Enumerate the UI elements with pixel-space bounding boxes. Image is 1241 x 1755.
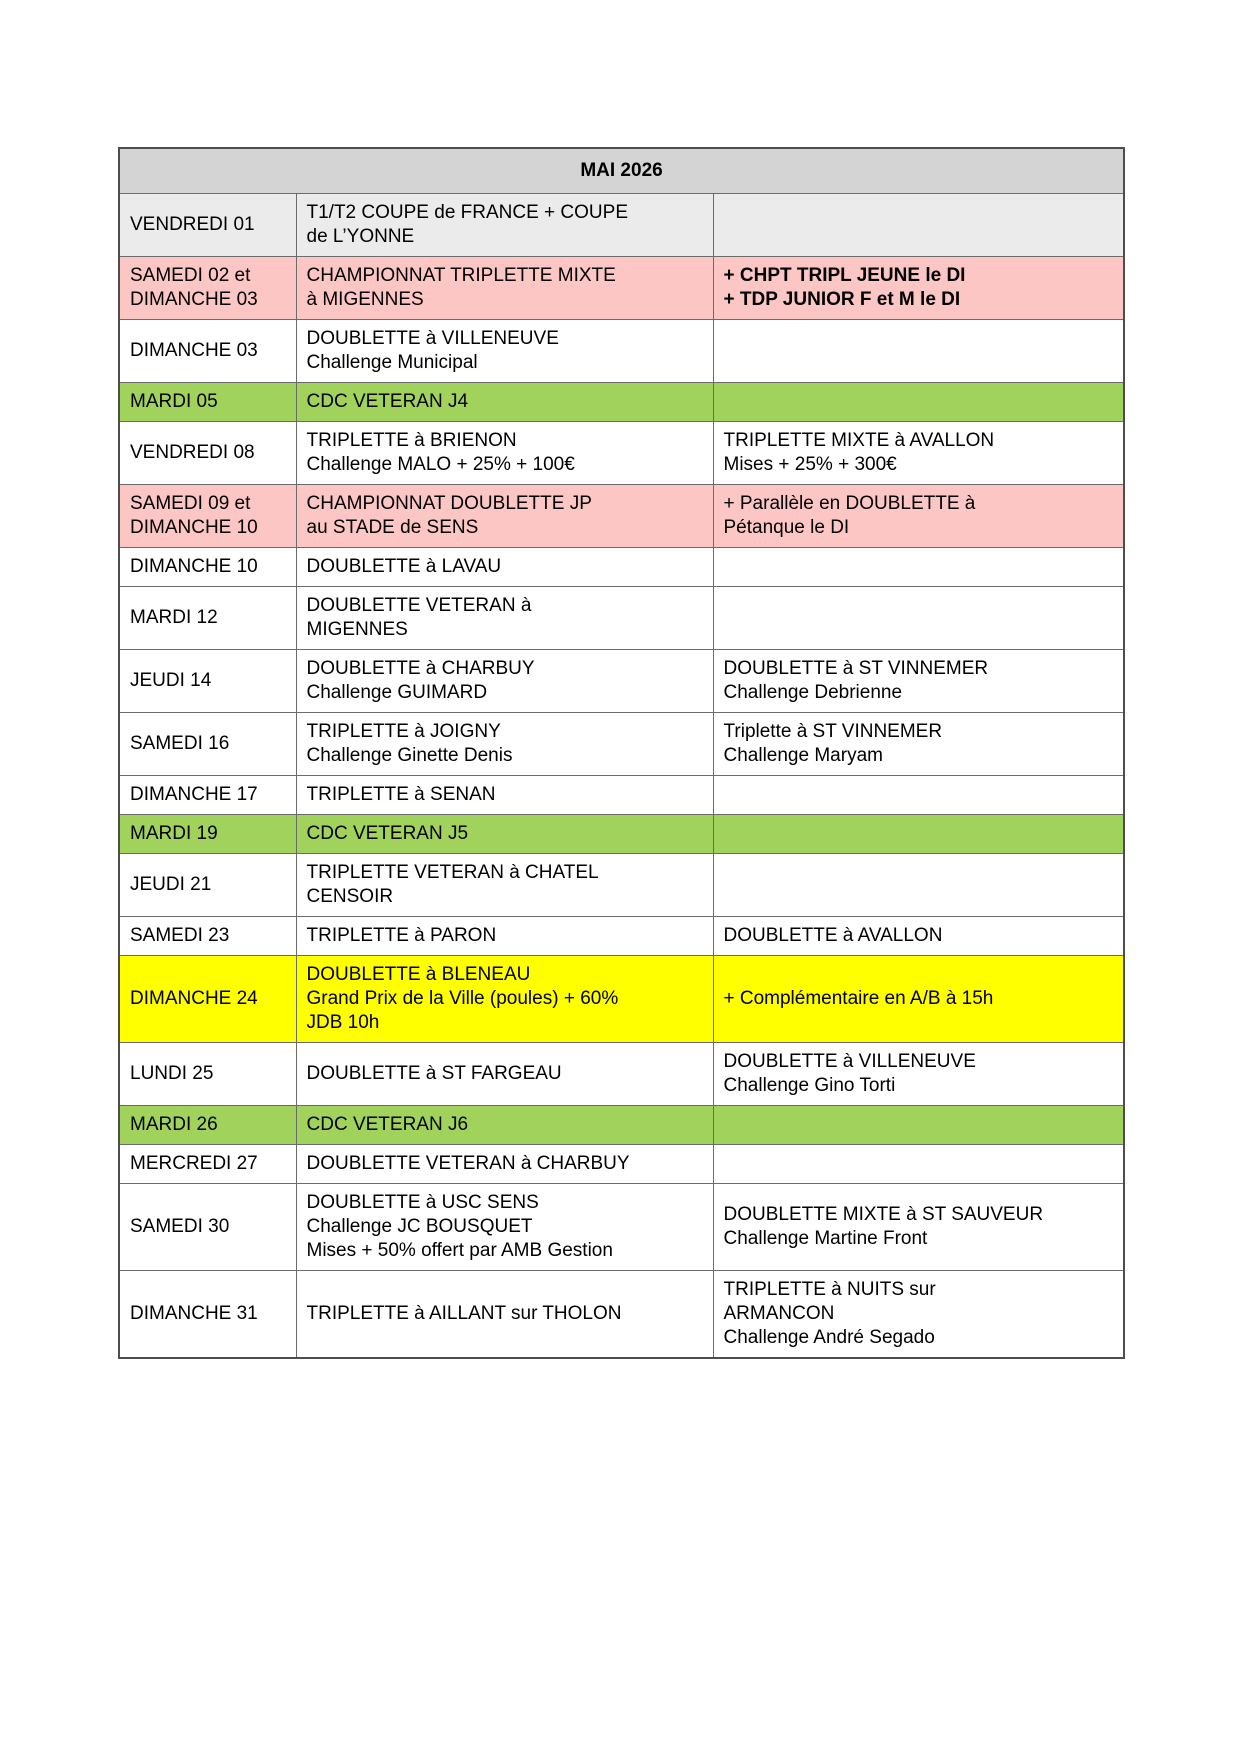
date-cell [119, 713, 296, 776]
text-line: + CHPT TRIPL JEUNE le DI [723, 265, 966, 286]
text-line: T1/T2 COUPE de FRANCE + COUPE [306, 202, 628, 223]
text-line: Challenge JC BOUSQUET [306, 1216, 533, 1237]
text-line: MERCREDI 27 [130, 1153, 258, 1174]
text-line: JDB 10h [306, 1012, 380, 1033]
calendar-table-body [119, 148, 1124, 1358]
table-row [119, 485, 1124, 548]
table-row [119, 320, 1124, 383]
note-cell [713, 917, 1124, 956]
event-cell [296, 1106, 713, 1145]
text-line: au STADE de SENS [306, 517, 479, 538]
text-line: JEUDI 21 [130, 874, 212, 895]
text-line: + Parallèle en DOUBLETTE à [723, 493, 976, 514]
text-line: MARDI 05 [130, 391, 218, 412]
note-cell [713, 257, 1124, 320]
table-row [119, 422, 1124, 485]
text-line: DOUBLETTE à ST VINNEMER [723, 658, 989, 679]
date-cell [119, 422, 296, 485]
text-line: SAMEDI 16 [130, 733, 230, 754]
text-line: TRIPLETTE à PARON [306, 925, 497, 946]
note-cell [713, 548, 1124, 587]
text-line: Mises + 25% + 300€ [723, 454, 897, 475]
text-line: DIMANCHE 17 [130, 784, 258, 805]
note-cell [713, 587, 1124, 650]
date-cell [119, 1106, 296, 1145]
note-cell [713, 776, 1124, 815]
text-line: TRIPLETTE MIXTE à AVALLON [723, 430, 995, 451]
text-line: Challenge Debrienne [723, 682, 903, 703]
date-cell [119, 917, 296, 956]
text-line: DIMANCHE 24 [130, 988, 258, 1009]
note-cell [713, 194, 1124, 257]
event-cell [296, 383, 713, 422]
event-cell [296, 917, 713, 956]
text-line: MARDI 12 [130, 607, 218, 628]
note-cell [713, 650, 1124, 713]
text-line: DIMANCHE 03 [130, 289, 258, 310]
date-cell [119, 485, 296, 548]
text-line: SAMEDI 09 et [130, 493, 251, 514]
text-line: DOUBLETTE à CHARBUY [306, 658, 535, 679]
text-line: MIGENNES [306, 619, 408, 640]
table-row [119, 815, 1124, 854]
table-row [119, 776, 1124, 815]
text-line: CDC VETERAN J6 [306, 1114, 469, 1135]
month-header-row [119, 148, 1124, 194]
event-cell [296, 485, 713, 548]
table-row [119, 917, 1124, 956]
note-cell [713, 1106, 1124, 1145]
text-line: DOUBLETTE à USC SENS [306, 1192, 539, 1213]
date-cell [119, 1271, 296, 1359]
event-cell [296, 1271, 713, 1359]
note-cell [713, 1145, 1124, 1184]
text-line: SAMEDI 30 [130, 1216, 230, 1237]
text-line: DIMANCHE 03 [130, 340, 258, 361]
table-row [119, 1043, 1124, 1106]
table-row [119, 257, 1124, 320]
date-cell [119, 776, 296, 815]
event-cell [296, 713, 713, 776]
table-row [119, 713, 1124, 776]
text-line: JEUDI 14 [130, 670, 212, 691]
text-line: LUNDI 25 [130, 1063, 214, 1084]
note-cell [713, 854, 1124, 917]
text-line: TRIPLETTE à JOIGNY [306, 721, 501, 742]
event-cell [296, 650, 713, 713]
text-line: Challenge Martine Front [723, 1228, 928, 1249]
table-row [119, 548, 1124, 587]
text-line: DOUBLETTE à VILLENEUVE [306, 328, 559, 349]
text-line: DOUBLETTE à ST FARGEAU [306, 1063, 562, 1084]
table-row [119, 1145, 1124, 1184]
text-line: CDC VETERAN J4 [306, 391, 469, 412]
event-cell [296, 956, 713, 1043]
text-line: DIMANCHE 10 [130, 517, 258, 538]
text-line: VENDREDI 01 [130, 214, 255, 235]
calendar-table [118, 147, 1125, 1359]
text-line: de L’YONNE [306, 226, 415, 247]
text-line: Triplette à ST VINNEMER [723, 721, 943, 742]
text-line: Challenge Maryam [723, 745, 883, 766]
date-cell [119, 956, 296, 1043]
event-cell [296, 776, 713, 815]
text-line: Challenge Ginette Denis [306, 745, 513, 766]
text-line: CENSOIR [306, 886, 394, 907]
text-line: TRIPLETTE à SENAN [306, 784, 496, 805]
note-cell [713, 485, 1124, 548]
text-line: TRIPLETTE à BRIENON [306, 430, 517, 451]
text-line: Mises + 50% offert par AMB Gestion [306, 1240, 613, 1261]
event-cell [296, 1043, 713, 1106]
text-line: Challenge Gino Torti [723, 1075, 896, 1096]
table-row [119, 854, 1124, 917]
event-cell [296, 1184, 713, 1271]
table-row [119, 1271, 1124, 1359]
text-line: CHAMPIONNAT DOUBLETTE JP [306, 493, 592, 514]
text-line: DOUBLETTE VETERAN à CHARBUY [306, 1153, 630, 1174]
text-line: DOUBLETTE MIXTE à ST SAUVEUR [723, 1204, 1044, 1225]
event-cell [296, 320, 713, 383]
date-cell [119, 548, 296, 587]
table-row [119, 1106, 1124, 1145]
text-line: DOUBLETTE à LAVAU [306, 556, 502, 577]
text-line: TRIPLETTE à AILLANT sur THOLON [306, 1303, 622, 1324]
table-row [119, 194, 1124, 257]
text-line: CHAMPIONNAT TRIPLETTE MIXTE [306, 265, 616, 286]
note-cell [713, 320, 1124, 383]
date-cell [119, 854, 296, 917]
date-cell [119, 1145, 296, 1184]
date-cell [119, 815, 296, 854]
text-line: DIMANCHE 31 [130, 1303, 258, 1324]
text-line: DOUBLETTE à AVALLON [723, 925, 943, 946]
event-cell [296, 257, 713, 320]
note-cell [713, 383, 1124, 422]
text-line: TRIPLETTE VETERAN à CHATEL [306, 862, 599, 883]
note-cell [713, 422, 1124, 485]
event-cell [296, 422, 713, 485]
text-line: DOUBLETTE à BLENEAU [306, 964, 531, 985]
text-line: Grand Prix de la Ville (poules) + 60% [306, 988, 619, 1009]
event-cell [296, 854, 713, 917]
date-cell [119, 383, 296, 422]
note-cell [713, 1043, 1124, 1106]
text-line: TRIPLETTE à NUITS sur [723, 1279, 936, 1300]
text-line: MARDI 19 [130, 823, 218, 844]
table-row [119, 383, 1124, 422]
text-line: Challenge MALO + 25% + 100€ [306, 454, 575, 475]
date-cell [119, 650, 296, 713]
table-row [119, 650, 1124, 713]
month-title: MAI 2026 [119, 148, 1124, 194]
note-cell [713, 956, 1124, 1043]
date-cell [119, 320, 296, 383]
event-cell [296, 815, 713, 854]
text-line: ARMANCON [723, 1303, 835, 1324]
text-line: SAMEDI 02 et [130, 265, 251, 286]
text-line: à MIGENNES [306, 289, 424, 310]
text-line: + TDP JUNIOR F et M le DI [723, 289, 961, 310]
table-row [119, 1184, 1124, 1271]
date-cell [119, 1184, 296, 1271]
text-line: + Complémentaire en A/B à 15h [723, 988, 994, 1009]
text-line: DIMANCHE 10 [130, 556, 258, 577]
text-line: VENDREDI 08 [130, 442, 255, 463]
table-row [119, 587, 1124, 650]
text-line: DOUBLETTE à VILLENEUVE [723, 1051, 976, 1072]
date-cell [119, 194, 296, 257]
text-line: CDC VETERAN J5 [306, 823, 469, 844]
text-line: SAMEDI 23 [130, 925, 230, 946]
text-line: MARDI 26 [130, 1114, 218, 1135]
event-cell [296, 587, 713, 650]
event-cell [296, 1145, 713, 1184]
date-cell [119, 1043, 296, 1106]
event-cell [296, 194, 713, 257]
event-cell [296, 548, 713, 587]
text-line: Pétanque le DI [723, 517, 850, 538]
text-line: Challenge GUIMARD [306, 682, 488, 703]
text-line: Challenge André Segado [723, 1327, 935, 1348]
table-row [119, 956, 1124, 1043]
note-cell [713, 815, 1124, 854]
note-cell [713, 1184, 1124, 1271]
note-cell [713, 713, 1124, 776]
text-line: DOUBLETTE VETERAN à [306, 595, 532, 616]
note-cell [713, 1271, 1124, 1359]
text-line: Challenge Municipal [306, 352, 478, 373]
date-cell [119, 587, 296, 650]
date-cell [119, 257, 296, 320]
